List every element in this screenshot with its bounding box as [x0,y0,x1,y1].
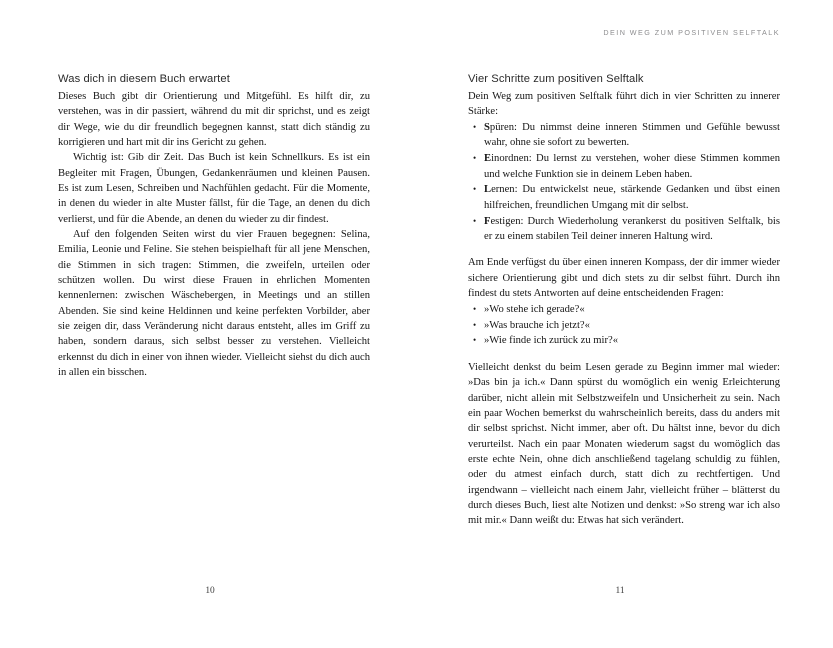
left-page-heading: Was dich in diesem Buch erwartet [58,73,230,85]
list-item: • »Wo stehe ich gerade?« [468,302,780,317]
list-item [468,182,780,213]
guiding-questions-list [468,302,780,349]
four-steps-list [468,120,780,244]
step-lead-letter: F [484,215,491,227]
running-header-title: DEIN WEG ZUM POSITIVEN SELFTALK [603,28,780,37]
step-lead-letter: S [484,122,490,134]
paragraph: Wichtig ist: Gib dir Zeit. Das Buch ist kein Schnellkurs. Es ist ein Begleiter mit Fragen, Übungen, Gedankenräumen und kleinen Pausen. Es ist zum Lesen, Schreiben und Nachfühlen gedacht. Für die Momente, in denen du wieder in alte Muster fällst, für die Tage, an denen du dich verlierst, und für die Abende, an denen du wieder zu dir findest. [58,152,370,225]
paragraph: Am Ende verfügst du über einen inneren Kompass, der dir immer wieder sichere Orientierung gibt und dich stets zu dir selbst führt. Durch ihn findest du stets Antworten auf deine entscheidenden Fragen: [468,257,780,299]
list-item [468,151,780,182]
paragraph: Auf den folgenden Seiten wirst du vier Frauen begegnen: Selina, Emilia, Leonie und Feline. Sie stehen beispielhaft für all jene Menschen, die Stimmen in sich tragen: Stimmen, die zweifeln, urteilen oder schützen wollen. Du wirst diese Frauen in ehrlichen Momenten kennenlernen: zwischen Wäschebergen, in Meetings und an stillen Abenden. Sie sind keine Heldinnen und keine perfekten Vorbilder, aber sie zeigen dir, dass Veränderung nicht daraus entsteht, alles im Griff zu haben, sondern daraus, sich selbst besser zu verstehen. Vielleicht erkennst du dich in einer von ihnen wieder. Vielleicht siehst du dich auch in allen ein bisschen. [58,228,370,379]
step-text: inordnen: Du lernst zu verstehen, woher diese Stimmen kommen und welche Funktion sie in deinem Leben haben. [484,153,780,180]
paragraph: Dein Weg zum positiven Selftalk führt dich in vier Schritten zu innerer Stärke: [468,90,780,118]
page-number-right: 11 [615,586,625,596]
step-text: estigen: Durch Wiederholung verankerst du positiven Selftalk, bis er zu einem stabilen Teil deiner inneren Haltung wird. [484,215,780,242]
left-page-column [58,72,370,380]
list-item [468,214,780,245]
page-number-left: 10 [205,586,215,596]
step-lead-letter: E [484,153,492,165]
paragraph: Vielleicht denkst du beim Lesen gerade zu Beginn immer mal wieder: »Das bin ja ich.« Dann spürst du womöglich ein wenig Erleichterung darüber, nicht allein mit Selbstzweifeln und Unsicherheit zu sein. Nach ein paar Wochen bemerkst du wahrscheinlich bereits, dass du anders mit dir selbst sprichst. Nicht immer, aber oft. Du hältst inne, bevor du dich verurteilst. Nach ein paar Monaten wiederum sagst du womöglich das erste echte Nein, ohne dich anschließend tagelang schuldig zu fühlen, oder du atmest einfach durch, statt dich zu rechtfertigen. Und irgendwann – vielleicht nach einem Jahr, vielleicht früher – blätterst du durch dieses Buch, liest alte Notizen und denkst: »So streng war ich also mit mir.« Dann weißt du: Etwas hat sich verändert. [468,361,780,527]
list-item [468,120,780,151]
list-item: • »Was brauche ich jetzt?« [468,318,780,333]
step-text: püren: Du nimmst deine inneren Stimmen und Gefühle bewusst wahr, ohne sie sofort zu bewerten. [484,122,780,149]
step-lead-letter: L [484,184,492,196]
paragraph: Dieses Buch gibt dir Orientierung und Mitgefühl. Es hilft dir, zu verstehen, was in dir passiert, während du mit dir sprichst, und es zeigt dir Wege, wie du dir freundlich begegnen kannst, statt dich ständig zu korrigieren und hart mit dir ins Gericht zu gehen. [58,90,370,148]
right-page-heading: Vier Schritte zum positiven Selftalk [468,73,644,85]
step-text: ernen: Du entwickelst neue, stärkende Gedanken und übst einen hilfreichen, freundlichen Umgang mit dir selbst. [484,184,780,211]
list-item: • »Wie finde ich zurück zu mir?« [468,333,780,348]
right-page-column [468,72,780,529]
